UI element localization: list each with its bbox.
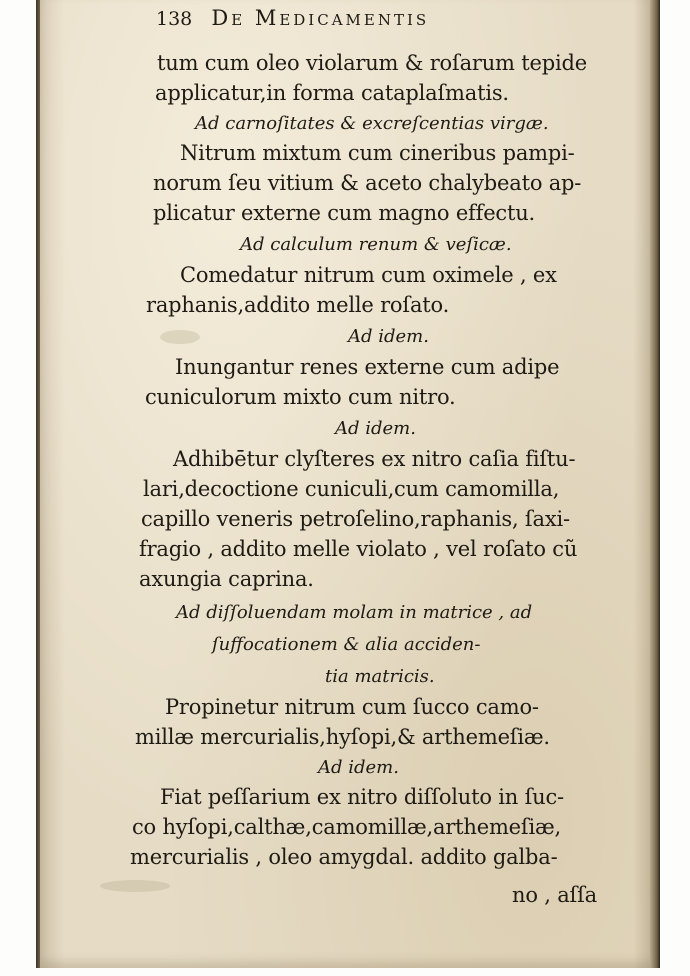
text-line: fragio , addito melle violato , vel roſato cũ [139, 537, 578, 561]
section-heading: Ad idem. [335, 418, 416, 439]
text-line: Nitrum mixtum cum cineribus pampi- [180, 141, 575, 165]
running-title: De Medicamentis [211, 6, 430, 30]
text-line: Propinetur nitrum cum ſucco camo- [165, 695, 539, 719]
section-heading: Ad calculum renum & veſicæ. [240, 234, 512, 255]
text-line: raphanis,addito melle roſato. [146, 293, 450, 317]
section-heading: ſuffocationem & alia acciden- [212, 634, 481, 655]
text-line: norum ſeu vitium & aceto chalybeato ap- [153, 171, 582, 195]
section-heading: Ad carnoſitates & excreſcentias virgæ. [195, 113, 549, 134]
section-heading: Ad diſſoluendam molam in matrice , ad [176, 602, 533, 623]
text-line: lari,decoctione cuniculi,cum camomilla, [143, 477, 560, 501]
page-number: 138 [156, 8, 193, 30]
text-line: Fiat peſſarium ex nitro diſſoluto in ſuc- [160, 785, 564, 809]
text-line: tum cum oleo violarum & roſarum tepide [157, 51, 587, 75]
text-line: millæ mercurialis,hyſopi,& arthemeſiæ. [135, 725, 550, 749]
text-line: axungia caprina. [139, 567, 314, 591]
page-header [156, 6, 429, 30]
ink-smudge [100, 880, 170, 892]
text-line: cuniculorum mixto cum nitro. [145, 385, 456, 409]
section-heading: Ad idem. [348, 326, 429, 347]
text-line: applicatur,in forma cataplaſmatis. [155, 81, 509, 105]
section-heading: tia matricis. [325, 666, 435, 687]
section-heading: Ad idem. [318, 757, 399, 778]
text-line: capillo veneris petroſelino,raphanis, ſaxi- [141, 507, 570, 531]
text-line: plicatur externe cum magno effectu. [153, 201, 536, 225]
text-line: mercurialis , oleo amygdal. addito galba- [130, 845, 558, 869]
page-right-edge [650, 0, 660, 968]
text-line: Inungantur renes externe cum adipe [175, 355, 560, 379]
text-line: co hyſopi,calthæ,camomillæ,arthemeſiæ, [132, 815, 562, 839]
ink-smudge [160, 330, 200, 344]
text-line: no , aſſa [512, 883, 597, 907]
text-line: Adhibētur clyſteres ex nitro caſia fiſtu- [173, 447, 576, 471]
text-line: Comedatur nitrum cum oximele , ex [180, 263, 557, 287]
